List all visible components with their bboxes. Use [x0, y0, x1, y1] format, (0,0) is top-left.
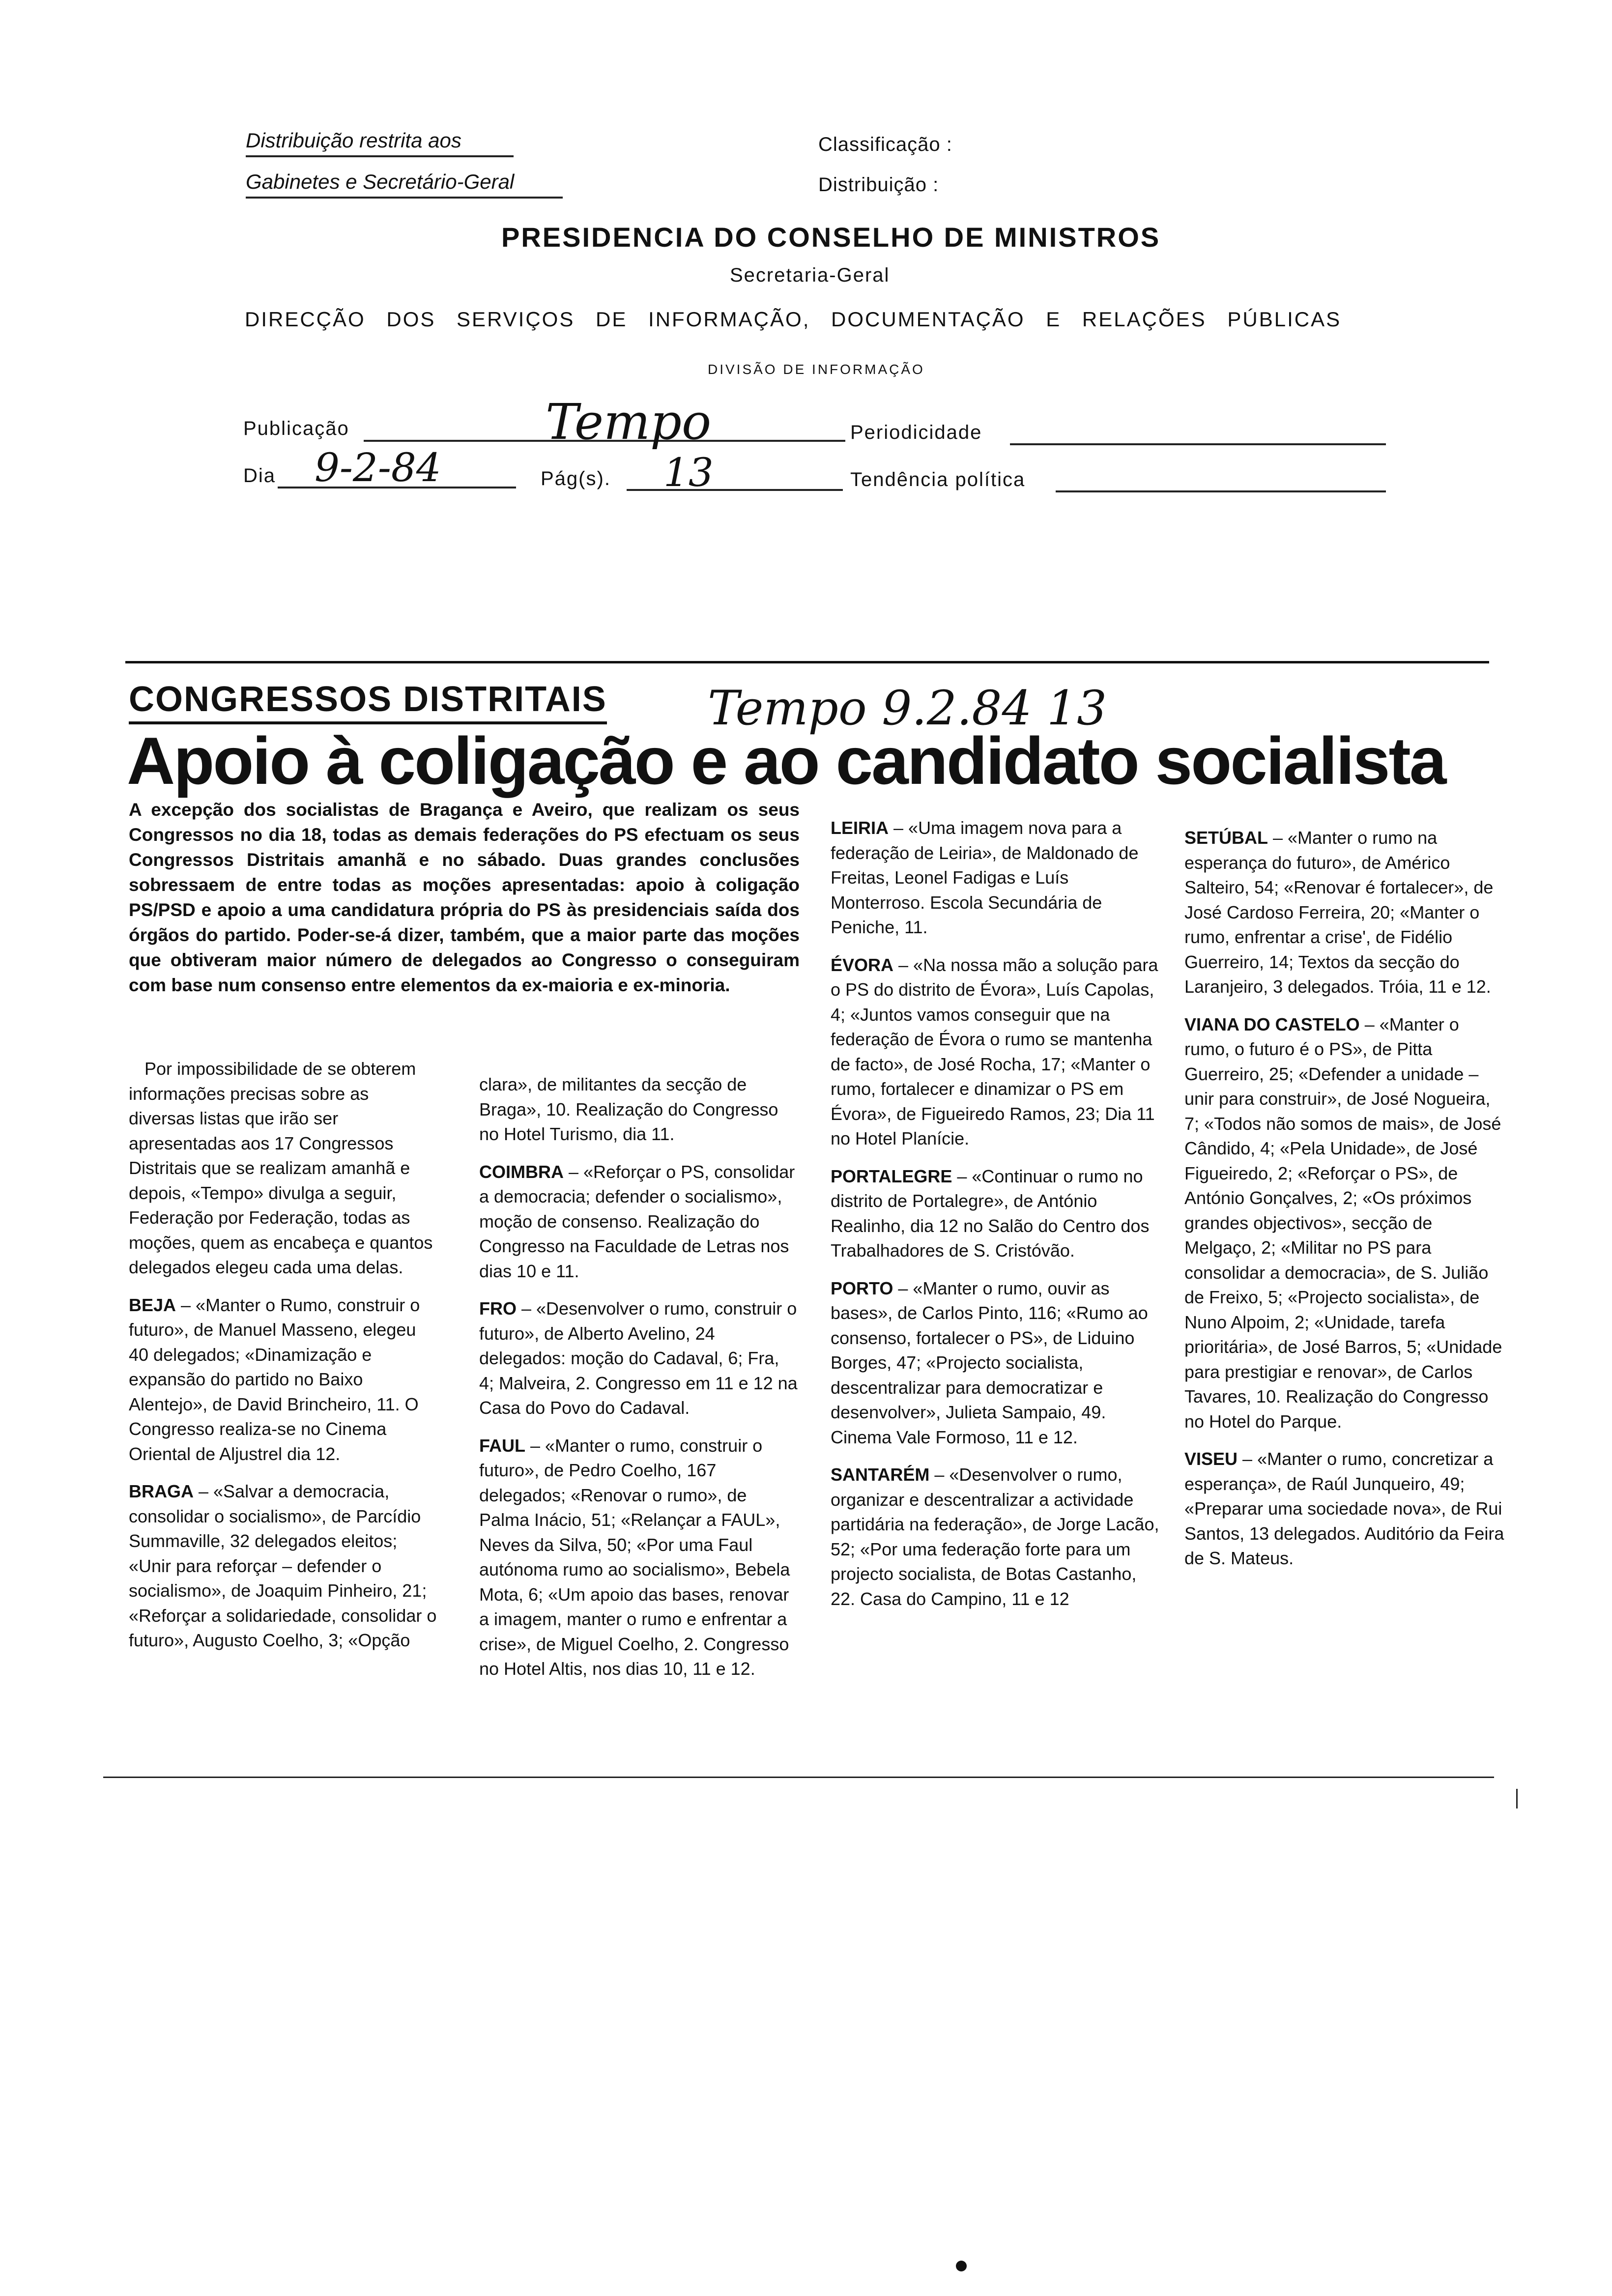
- directorate-title: DIRECÇÃO DOS SERVIÇOS DE INFORMAÇÃO, DOCUMENTAÇÃO E RELAÇÕES PÚBLICAS: [245, 308, 1342, 331]
- division-title: DIVISÃO DE INFORMAÇÃO: [708, 362, 925, 377]
- headline: Apoio à coligação e ao candidato socialista: [127, 723, 1445, 798]
- section-kicker: CONGRESSOS DISTRITAIS: [129, 679, 607, 724]
- entry-leiria: LEIRIA – «Uma imagem nova para a federação de Leiria», de Maldonado de Freitas, Leonel Fadigas e Luís Monterroso. Escola Secundária de Peniche, 11.: [831, 818, 1139, 937]
- entry-faul: FAUL – «Manter o rumo, construir o futuro», de Pedro Coelho, 167 delegados; «Renovar o rumo», de Palma Inácio, 51; «Relançar a FAUL», Neves da Silva, 50; «Por uma Faul autónoma rumo ao socialismo», Bebela Mota, 6; «Um apoio das bases, renovar a imagem, manter o rumo e enfrentar a crise», de Miguel Coelho, 2. Congresso no Hotel Altis, nos dias 10, 11 e 12.: [479, 1435, 790, 1679]
- entry-viana-do-castelo: VIANA DO CASTELO – «Manter o rumo, o futuro é o PS», de Pitta Guerreiro, 25; «Defender a unidade – unir para construir», de José Nogueira, 7; «Todos não somos de mais», de José Cândido, 4; «Pela Unidade», de José Figueiredo, 2; «Reforçar o PS», de António Gonçalves, 2; «Os próximos grandes objectivos», secção de Melgaço, 2; «Militar no PS para consolidar a democracia», de S. Julião de Freixo, 5; «Projecto socialista», de Nuno Alpoim, 2; «Unidade, tarefa prioritária», de José Barros, 5; «Unidade para prestigiar e renovar», de Carlos Tavares, 10. Realização do Congresso no Hotel do Parque.: [1184, 1014, 1502, 1432]
- entry-santarem: SANTARÉM – «Desenvolver o rumo, organizar e descentralizar a actividade partidária na federação», de Jorge Lacão, 52; «Por uma federação forte para um projecto socialista, de Botas Castanho, 22. Casa do Campino, 11 e 12: [831, 1464, 1159, 1609]
- entry-name: ÉVORA: [831, 954, 894, 975]
- classification-label: Classificação :: [818, 134, 952, 155]
- entry-name: BEJA: [129, 1294, 176, 1315]
- column-4: [1184, 826, 1509, 1584]
- secretariat-title: Secretaria-Geral: [730, 264, 890, 286]
- lead-paragraph: A excepção dos socialistas de Bragança e Aveiro, que realizam os seus Congressos no dia 18, todas as demais federações do PS efectuam os seus Congressos Distritais amanhã e no sábado. Duas grandes conclusões sobressaem de entre todas as moções apresentadas: apoio à coligação PS/PSD e apoio a uma candidatura própria do PS às presidenciais saída dos órgãos do partido. Poder-se-á dizer, também, que a maior parte das moções que obtiveram maior número de delegados ao Congresso o conseguiram com base num consenso entre elementos da ex-maioria e ex-minoria.: [129, 800, 800, 995]
- entry-name: VIANA DO CASTELO: [1184, 1014, 1360, 1034]
- publication-label: Publicação: [243, 418, 349, 439]
- entry-name: FRO: [479, 1298, 517, 1319]
- scan-dot: [956, 2261, 967, 2271]
- entry-setubal: SETÚBAL – «Manter o rumo na esperança do futuro», de Américo Salteiro, 54; «Renovar é fortalecer», de José Cardoso Ferreira, 20; «Manter o rumo, enfrentar a crise', de Fidélio Guerreiro, 14; Textos da secção do Laranjeiro, 3 delegados. Tróia, 11 e 12.: [1184, 828, 1494, 997]
- entry-braga-continued: clara», de militantes da secção de Braga», 10. Realização do Congresso no Hotel Turismo, dia 11.: [479, 1074, 778, 1144]
- presidency-title: PRESIDENCIA DO CONSELHO DE MINISTROS: [501, 222, 1161, 253]
- distribution-label: Distribuição :: [818, 174, 939, 196]
- periodicity-label: Periodicidade: [850, 422, 982, 443]
- clipping-right-edge: [1516, 1789, 1518, 1808]
- entry-name: PORTALEGRE: [831, 1166, 952, 1186]
- entry-name: FAUL: [479, 1435, 525, 1456]
- entry-name: COIMBRA: [479, 1161, 564, 1182]
- clipping-top-rule: [125, 661, 1489, 663]
- entry-name: SANTARÉM: [831, 1464, 930, 1485]
- entry-evora: ÉVORA – «Na nossa mão a solução para o PS do distrito de Évora», Luís Capolas, 4; «Juntos vamos conseguir que na federação de Évora o rumo se mantenha de facto», de José Rocha, 17; «Manter o rumo, fortalecer e dinamizar o PS em Évora», de Figueiredo Ramos, 23; Dia 11 no Hotel Planície.: [831, 954, 1158, 1148]
- day-label: Dia: [243, 465, 276, 487]
- periodicity-underline: [1010, 443, 1386, 445]
- entry-name: LEIRIA: [831, 818, 889, 838]
- entry-porto: PORTO – «Manter o rumo, ouvir as bases», de Carlos Pinto, 116; «Rumo ao consenso, fortalecer o PS», de Liduino Borges, 47; «Projecto socialista, descentralizar para democratizar e desenvolver», Julieta Sampaio, 49. Cinema Vale Formoso, 11 e 12.: [831, 1278, 1148, 1447]
- entry-viseu: VISEU – «Manter o rumo, concretizar a esperança», de Raúl Junqueiro, 49; «Preparar uma sociedade nova», de Rui Santos, 13 delegados. Auditório da Feira de S. Mateus.: [1184, 1449, 1504, 1568]
- publication-handwritten-value: Tempo: [546, 393, 712, 451]
- restricted-distribution-line2: Gabinetes e Secretário-Geral: [246, 170, 563, 199]
- political-tendency-label: Tendência política: [850, 469, 1026, 490]
- entry-braga: BRAGA – «Salvar a democracia, consolidar o socialismo», de Parcídio Summaville, 32 delegados eleitos; «Unir para reforçar – defender o socialismo», de Joaquim Pinheiro, 21; «Reforçar a solidariedade, consolidar o futuro», Augusto Coelho, 3; «Opção: [129, 1481, 437, 1650]
- entry-name: SETÚBAL: [1184, 828, 1268, 848]
- column-1: [129, 1057, 438, 1666]
- pages-handwritten-value: 13: [663, 450, 714, 495]
- entry-beja: BEJA – «Manter o Rumo, construir o futuro», de Manuel Masseno, elegeu 40 delegados; «Dinamização e expansão do partido no Baixo Alentejo», de David Brincheiro, 11. O Congresso realiza-se no Cinema Oriental de Aljustrel dia 12.: [129, 1294, 420, 1464]
- entry-fro: FRO – «Desenvolver o rumo, construir o futuro», de Alberto Avelino, 24 delegados: moção do Cadaval, 6; Fra, 4; Malveira, 2. Congresso em 11 e 12 na Casa do Povo do Cadaval.: [479, 1298, 798, 1418]
- entry-coimbra: COIMBRA – «Reforçar o PS, consolidar a democracia; defender o socialismo», moção de consenso. Realização do Congresso na Faculdade de Letras nos dias 10 e 11.: [479, 1161, 795, 1281]
- column-2: [479, 1072, 799, 1694]
- restricted-distribution-line1: Distribuição restrita aos: [246, 129, 514, 157]
- clipping-handwritten-note: Tempo 9.2.84 13: [708, 681, 1107, 736]
- clipping-bottom-rule: [103, 1777, 1494, 1778]
- pages-label: Pág(s).: [541, 468, 611, 489]
- pages-underline: [627, 489, 843, 491]
- entry-name: BRAGA: [129, 1481, 194, 1501]
- column-3: [831, 816, 1165, 1624]
- day-handwritten-value: 9-2-84: [315, 445, 441, 490]
- entry-portalegre: PORTALEGRE – «Continuar o rumo no distrito de Portalegre», de António Realinho, dia 12 no Salão do Centro dos Trabalhadores de S. Cristóvão.: [831, 1166, 1150, 1261]
- entry-name: VISEU: [1184, 1449, 1238, 1469]
- intro-paragraph: Por impossibilidade de se obterem informações precisas sobre as diversas listas que irão ser apresentadas aos 17 Congressos Distritais que se realizam amanhã e depois, «Tempo» divulga a seguir, Federação por Federação, todas as moções, quem as encabeça e quantos delegados elegeu cada uma delas.: [129, 1059, 433, 1277]
- entry-name: PORTO: [831, 1278, 893, 1298]
- political-tendency-underline: [1056, 490, 1386, 492]
